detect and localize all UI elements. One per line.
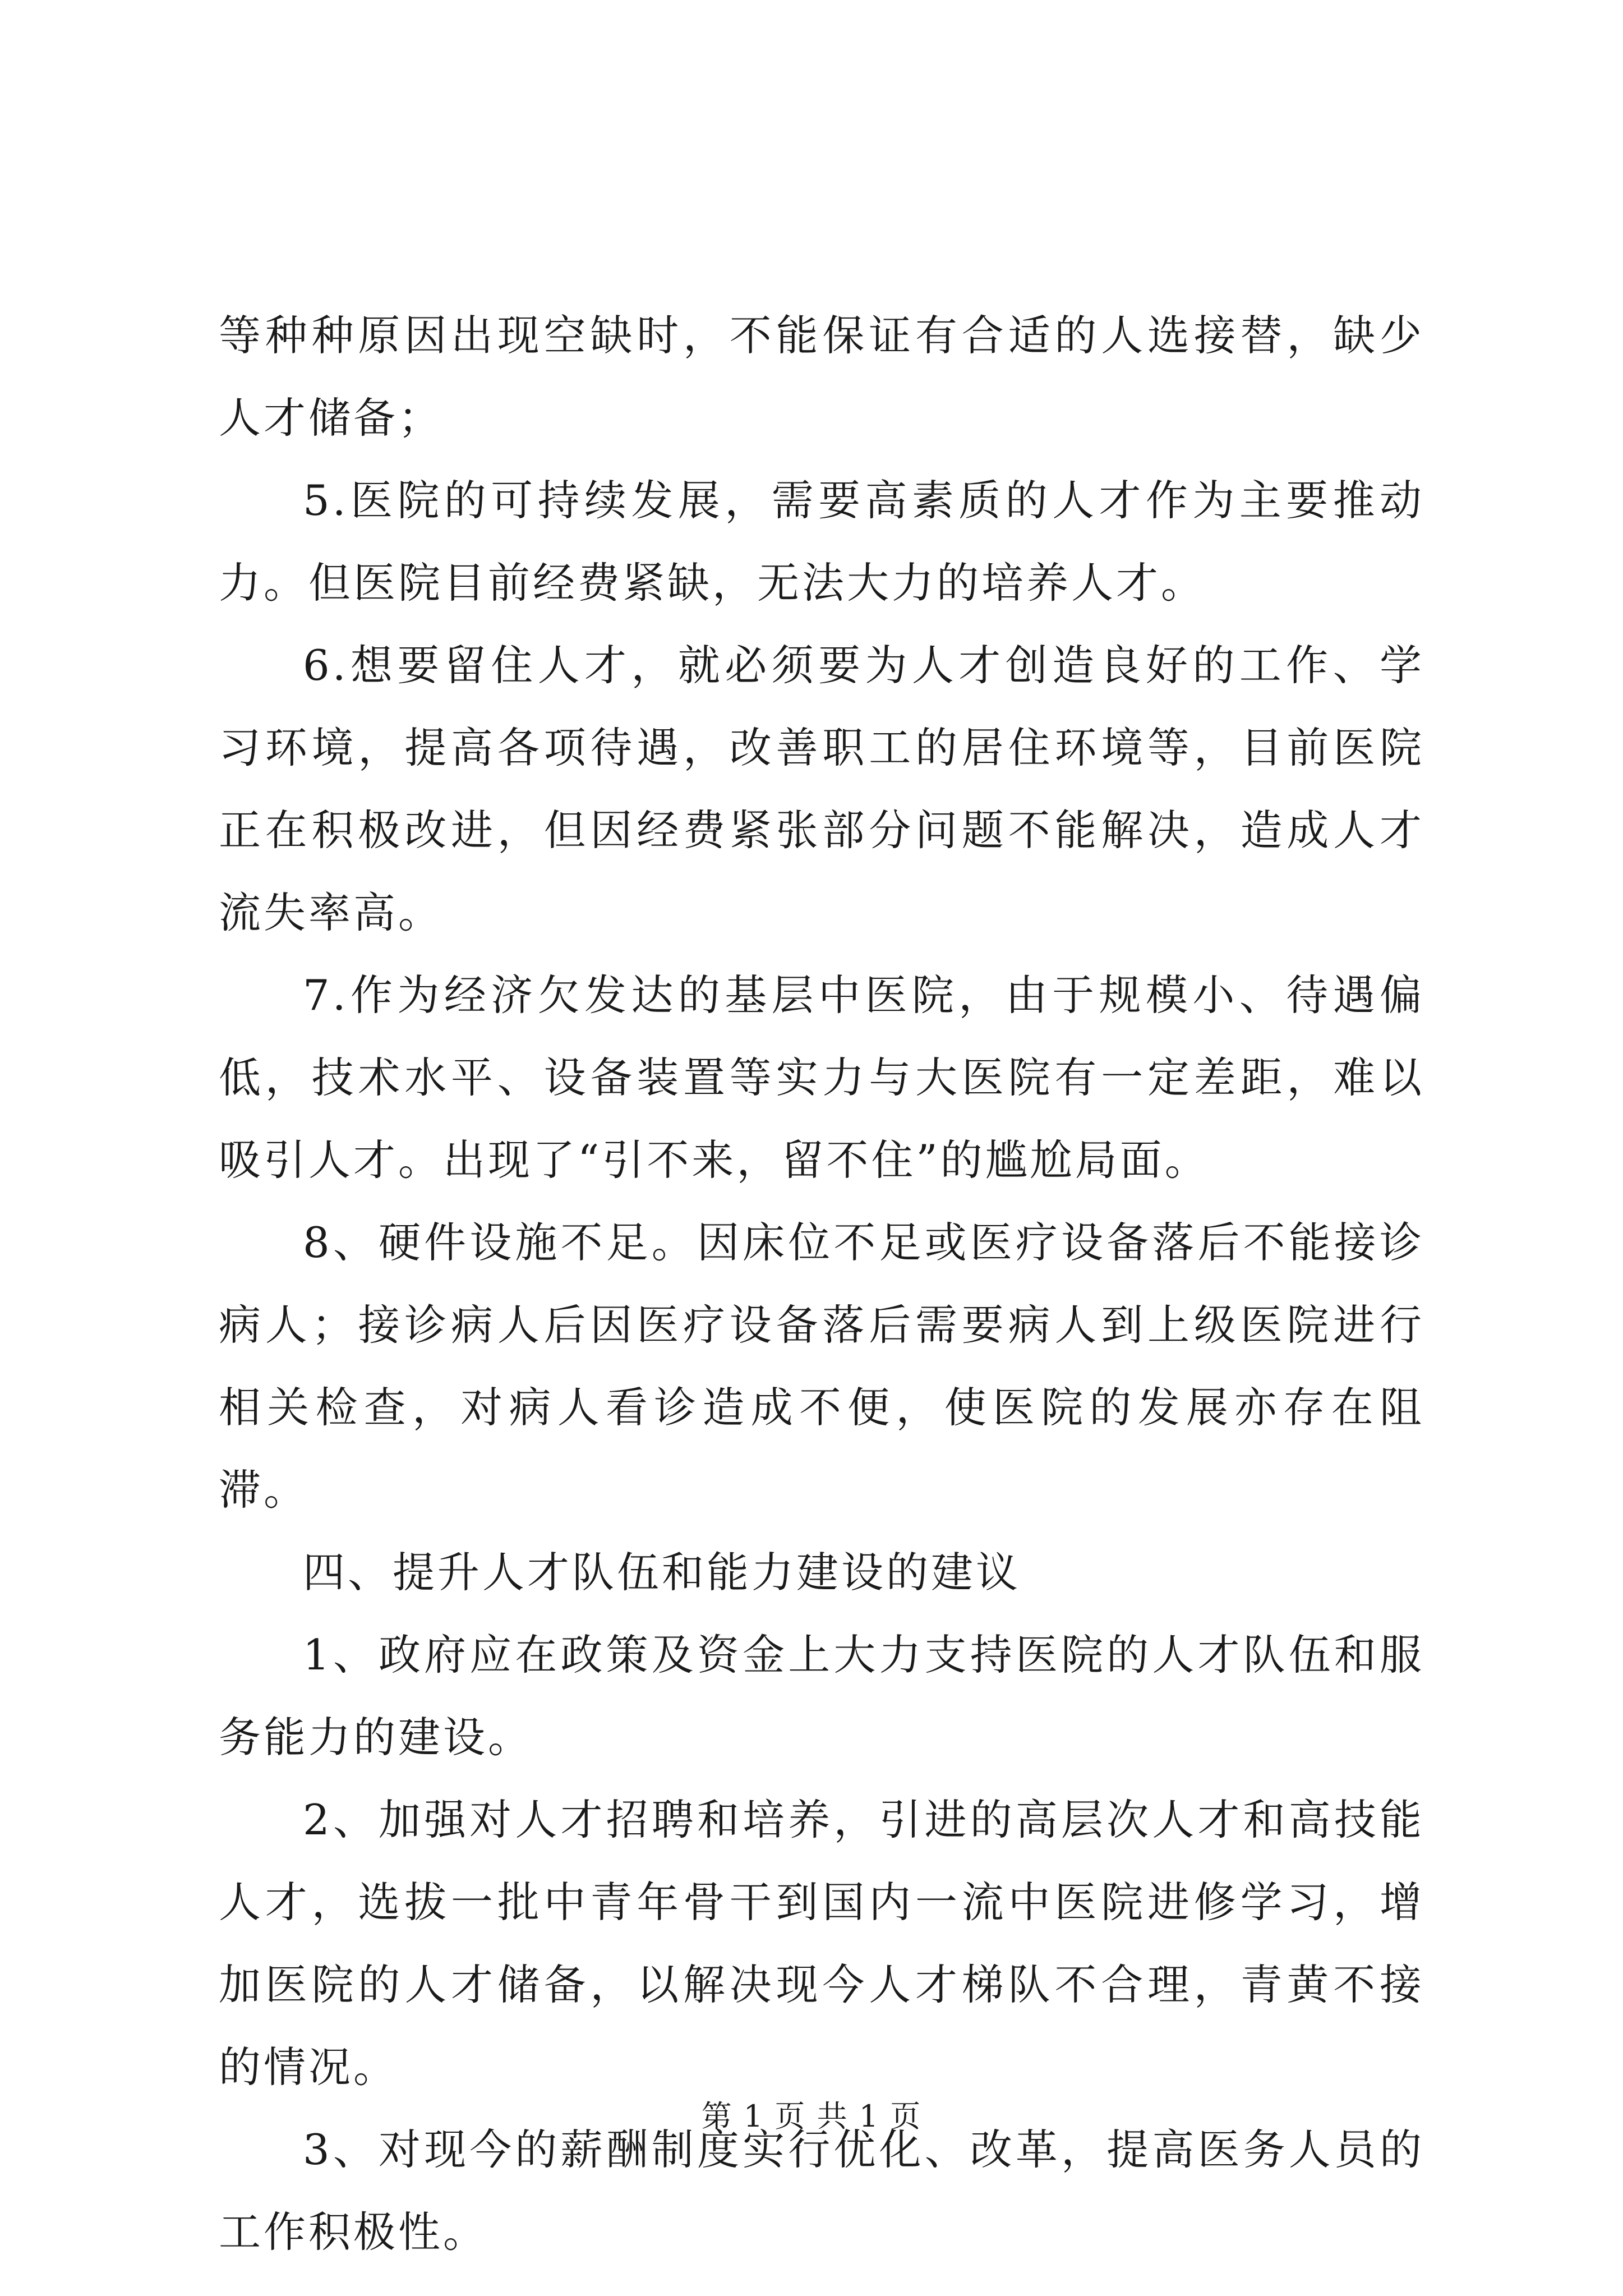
paragraph-item-5: 5.医院的可持续发展，需要高素质的人才作为主要推动力。但医院目前经费紧缺，无法大力的培养人才。 — [219, 476, 1424, 608]
document-body — [219, 295, 1424, 2274]
suggestion-item-3: 3、对现今的薪酬制度实行优化、改革，提高医务人员的工作积极性。 — [219, 2125, 1424, 2257]
section-heading: 四、提升人才队伍和能力建设的建议 — [303, 1548, 1021, 1597]
suggestion-item-2: 2、加强对人才招聘和培养，引进的高层次人才和高技能人才，选拔一批中青年骨干到国内一流中医院进修学习，增加医院的人才储备，以解决现今人才梯队不合理，青黄不接的情况。 — [219, 1795, 1424, 2092]
paragraph-item-7: 7.作为经济欠发达的基层中医院，由于规模小、待遇偏低，技术水平、设备装置等实力与大医院有一定差距，难以吸引人才。出现了“引不来，留不住”的尴尬局面。 — [219, 970, 1424, 1185]
paragraph-continuation: 等种种原因出现空缺时，不能保证有合适的人选接替，缺少人才储备； — [219, 311, 1424, 443]
suggestion-item-1: 1、政府应在政策及资金上大力支持医院的人才队伍和服务能力的建设。 — [219, 1630, 1424, 1762]
page-number-footer: 第 1 页 共 1 页 — [701, 2099, 922, 2134]
paragraph-item-6: 6.想要留住人才，就必须要为人才创造良好的工作、学习环境，提高各项待遇，改善职工的居住环境等，目前医院正在积极改进，但因经费紧张部分问题不能解决，造成人才流失率高。 — [219, 641, 1424, 937]
paragraph-item-8: 8、硬件设施不足。因床位不足或医疗设备落后不能接诊病人；接诊病人后因医疗设备落后需要病人到上级医院进行相关检查，对病人看诊造成不便，使医院的发展亦存在阻滞。 — [219, 1218, 1424, 1515]
